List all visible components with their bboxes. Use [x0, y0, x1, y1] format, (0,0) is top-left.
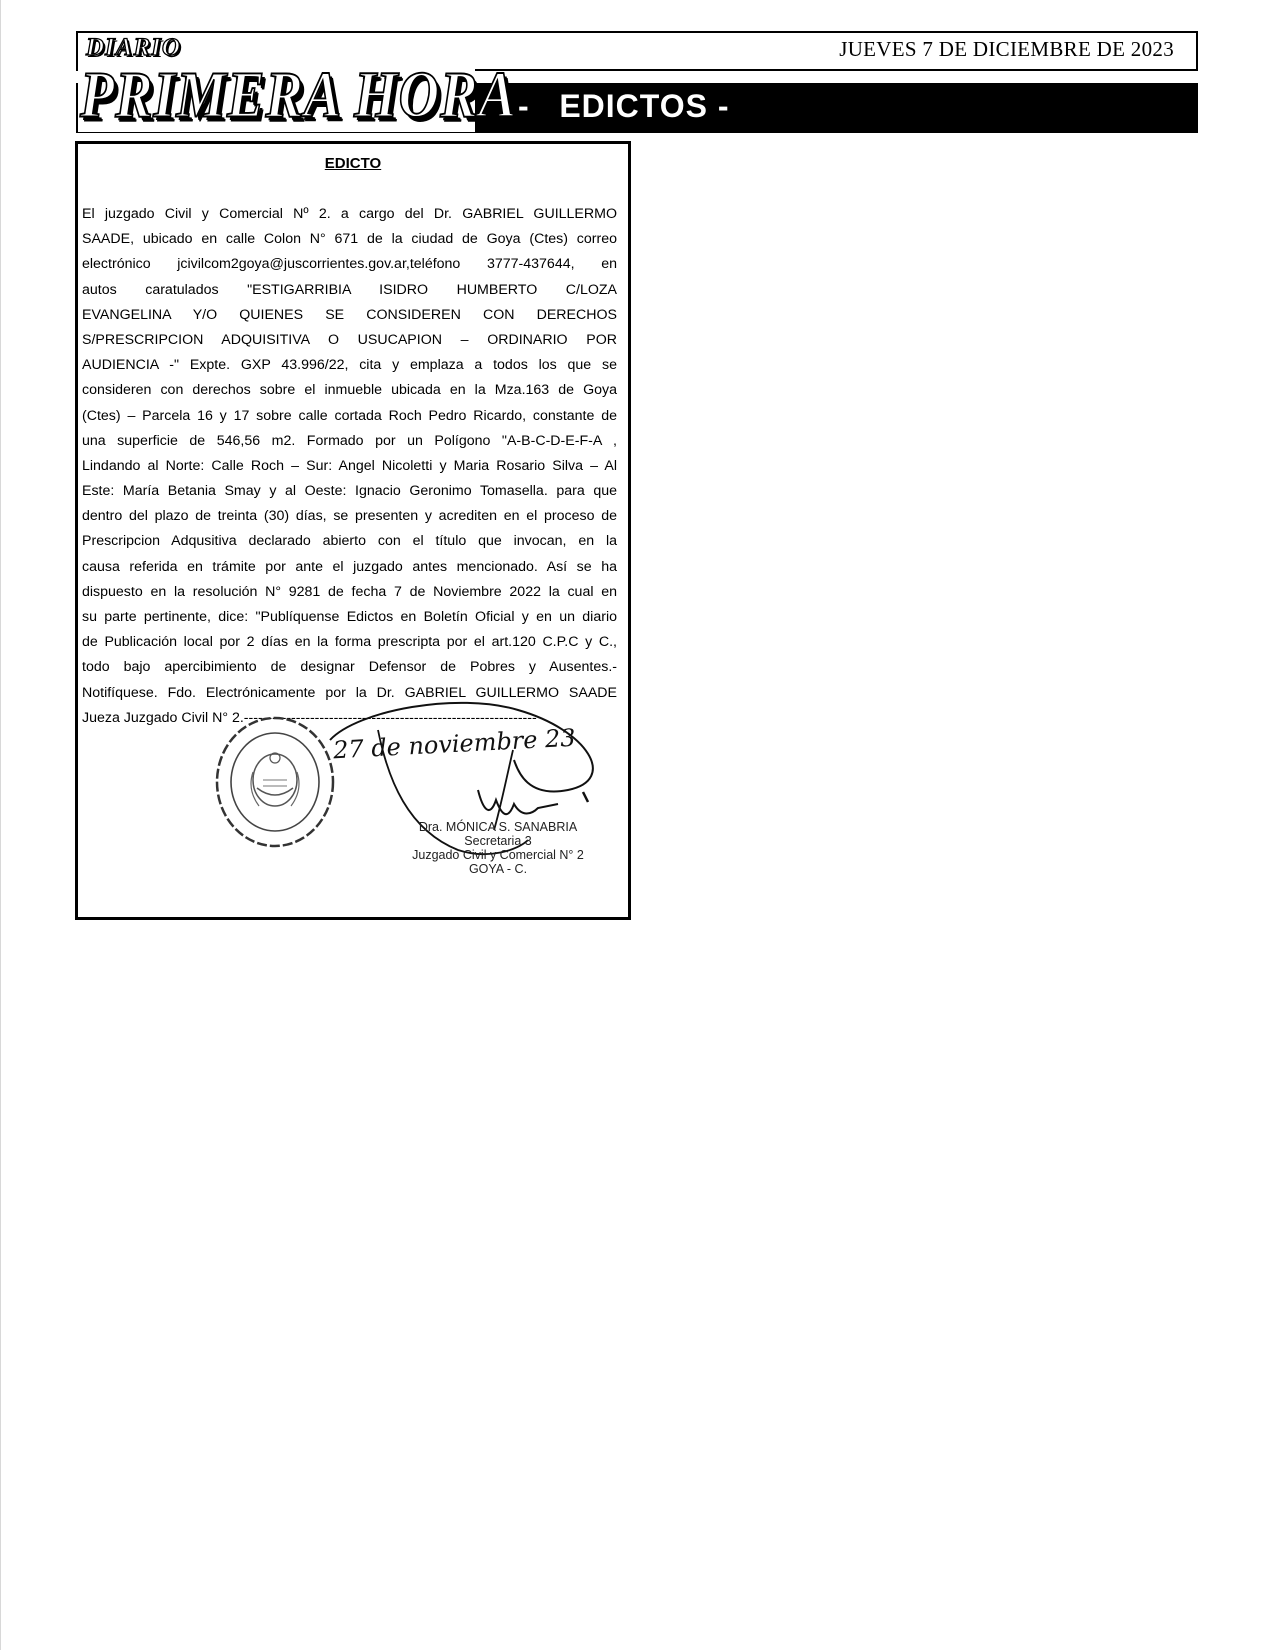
edict-body — [82, 202, 617, 731]
edict-line: SAADE, ubicado en calle Colon N° 671 de la ciudad de Goya (Ctes) correo — [82, 231, 617, 248]
edict-line: su parte pertinente, dice: "Publíquense Edictos en Boletín Oficial y en un diario — [82, 609, 617, 625]
edict-line: de Publicación local por 2 días en la forma prescripta por el art.120 C.P.C y C., — [82, 634, 617, 651]
edict-heading: EDICTO — [324, 155, 382, 172]
issue-date: JUEVES 7 DE DICIEMBRE DE 2023 — [839, 37, 1174, 61]
edict-line: Notifíquese. Fdo. Electrónicamente por la Dr. GABRIEL GUILLERMO SAADE — [82, 684, 617, 701]
edict-line: dentro del plazo de treinta (30) días, se presenten y acrediten en el proceso de — [82, 508, 617, 525]
edict-line: AUDIENCIA -" Expte. GXP 43.996/22, cita y emplaza a todos los que se — [82, 357, 617, 374]
edict-line: todo bajo apercibimiento de designar Defensor de Pobres y Ausentes.- — [82, 659, 617, 676]
page-edge — [0, 0, 1, 1650]
edict-line: S/PRESCRIPCION ADQUISITIVA O USUCAPION – ORDINARIO POR — [82, 331, 617, 348]
signer-name: Dra. MÓNICA S. SANABRIA — [418, 820, 578, 834]
section-title: - EDICTOS - — [518, 88, 730, 124]
edict-line: autos caratulados "ESTIGARRIBIA ISIDRO HUMBERTO C/LOZA — [82, 281, 617, 298]
edict-line: consideren con derechos sobre el inmueble ubicada en la Mza.163 de Goya — [82, 382, 617, 399]
edict-notice — [75, 141, 631, 920]
edict-line: Este: María Betania Smay y al Oeste: Ignacio Geronimo Tomasella. para que — [82, 483, 617, 500]
edict-line: dispuesto en la resolución N° 9281 de fecha 7 de Noviembre 2022 la cual en — [82, 583, 617, 600]
edict-line-last: Jueza Juzgado Civil N° 2.-------------------------------------------------------------- — [82, 709, 537, 726]
handwritten-date: 27 de noviembre 23 — [332, 723, 577, 765]
edict-line: causa referida en trámite por ante el juzgado antes mencionado. Así se ha — [82, 558, 617, 575]
edict-line: Prescripcion Adqusitiva declarado abierto con el título que invocan, en la — [82, 533, 617, 550]
edict-line: Lindando al Norte: Calle Roch – Sur: Angel Nicoletti y Maria Rosario Silva – Al — [82, 457, 617, 474]
edict-line: (Ctes) – Parcela 16 y 17 sobre calle cortada Roch Pedro Ricardo, constante de — [82, 407, 617, 424]
edict-line: EVANGELINA Y/O QUIENES SE CONSIDEREN CON DERECHOS — [82, 306, 617, 323]
signer-court: Juzgado Civil y Comercial N° 2 — [412, 848, 584, 862]
logo-diario-text: DIARIO — [86, 34, 181, 61]
newspaper-logo — [78, 34, 517, 132]
edict-line: El juzgado Civil y Comercial Nº 2. a cargo del Dr. GABRIEL GUILLERMO — [82, 206, 617, 222]
logo-primera-hora-text: PRIMERA HORA — [80, 58, 517, 132]
signer-title: Secretaria 3 — [464, 834, 532, 848]
signer-city: GOYA - C. — [468, 862, 528, 876]
edict-line: una superficie de 546,56 m2. Formado por un Polígono "A-B-C-D-E-F-A , — [82, 432, 617, 449]
edict-line: electrónico jcivilcom2goya@juscorrientes.gov.ar,teléfono 3777-437644, en — [82, 256, 617, 273]
signature-block — [398, 820, 598, 876]
